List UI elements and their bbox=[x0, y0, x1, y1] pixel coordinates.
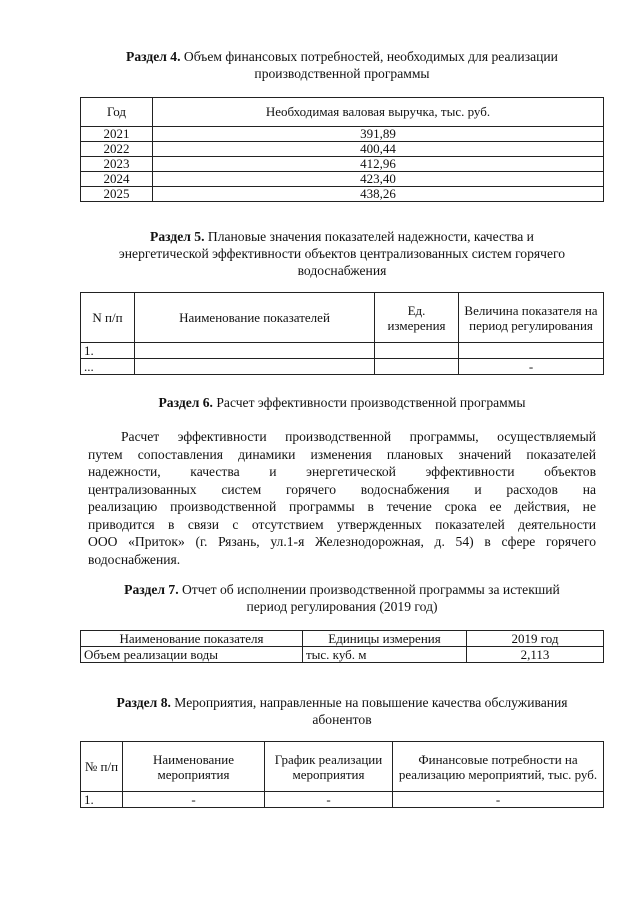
cell-indicator bbox=[135, 343, 375, 359]
cell-number: 1. bbox=[81, 343, 135, 359]
cell-revenue: 391,89 bbox=[153, 127, 604, 142]
cell-year: 2023 bbox=[81, 157, 153, 172]
table-header-row bbox=[81, 631, 604, 647]
col-header: № п/п bbox=[81, 742, 123, 792]
section-5-table bbox=[80, 292, 604, 375]
cell-indicator: Объем реализации воды bbox=[81, 647, 303, 663]
table-row bbox=[81, 343, 604, 359]
cell-year: 2024 bbox=[81, 172, 153, 187]
cell-number: ... bbox=[81, 359, 135, 375]
section-6-paragraph bbox=[88, 428, 596, 568]
paragraph-line: Расчет эффективности производственной программы, осуществляемый bbox=[121, 429, 596, 444]
section-8-title: Раздел 8. Мероприятия, направленные на повышение качества обслуживания абонентов bbox=[116, 695, 568, 727]
cell-value bbox=[459, 343, 604, 359]
col-header: Наименование мероприятия bbox=[123, 742, 265, 792]
section-8-table bbox=[80, 741, 604, 808]
col-header: Наименование показателя bbox=[81, 631, 303, 647]
table-header-row bbox=[81, 293, 604, 343]
section-4-table bbox=[80, 97, 604, 202]
cell-measure: - bbox=[123, 792, 265, 808]
table-row bbox=[81, 157, 604, 172]
col-header: N п/п bbox=[81, 293, 135, 343]
col-header: Наименование показателей bbox=[135, 293, 375, 343]
table-row bbox=[81, 127, 604, 142]
col-header: Величина показателя на период регулирования bbox=[459, 293, 604, 343]
cell-revenue: 423,40 bbox=[153, 172, 604, 187]
cell-year: 2025 bbox=[81, 187, 153, 202]
cell-year: 2022 bbox=[81, 142, 153, 157]
table-row bbox=[81, 142, 604, 157]
col-header: Финансовые потребности на реализацию мероприятий, тыс. руб. bbox=[393, 742, 604, 792]
cell-indicator bbox=[135, 359, 375, 375]
table-row bbox=[81, 187, 604, 202]
col-header: 2019 год bbox=[467, 631, 604, 647]
table-row bbox=[81, 359, 604, 375]
cell-unit: тыс. куб. м bbox=[303, 647, 467, 663]
col-header: График реализации мероприятия bbox=[265, 742, 393, 792]
paragraph-line: реализацию производственной программы в течение срока ее действия, не bbox=[88, 499, 596, 514]
paragraph-line: путем сопоставления динамики изменения плановых значений показателей bbox=[88, 446, 596, 462]
paragraph-line: централизованных систем горячего водоснабжения и расходов на bbox=[88, 481, 596, 497]
paragraph-line: водоснабжения. bbox=[88, 551, 181, 567]
section-7-table bbox=[80, 630, 604, 663]
table-header-row bbox=[81, 98, 604, 127]
col-header: Необходимая валовая выручка, тыс. руб. bbox=[153, 98, 604, 127]
cell-revenue: 412,96 bbox=[153, 157, 604, 172]
cell-unit bbox=[375, 343, 459, 359]
cell-value: 2,113 bbox=[467, 647, 604, 663]
section-6-title: Раздел 6. Расчет эффективности производственной программы bbox=[158, 395, 526, 410]
cell-financing: - bbox=[393, 792, 604, 808]
cell-number: 1. bbox=[81, 792, 123, 808]
cell-unit bbox=[375, 359, 459, 375]
col-header: Год bbox=[81, 98, 153, 127]
table-header-row bbox=[81, 742, 604, 792]
section-5-title: Раздел 5. Плановые значения показателей надежности, качества и энергетической эффективности объектов централизованных систем горячего водоснабжения bbox=[118, 229, 566, 278]
table-row bbox=[81, 172, 604, 187]
cell-revenue: 400,44 bbox=[153, 142, 604, 157]
cell-year: 2021 bbox=[81, 127, 153, 142]
col-header: Единицы измерения bbox=[303, 631, 467, 647]
section-7-title: Раздел 7. Отчет об исполнении производственной программы за истекший период регулирования (2019 год) bbox=[124, 582, 560, 614]
paragraph-line: ООО «Приток» (г. Рязань, ул.1-я Железнодорожная, д. 54) в сфере горячего bbox=[88, 534, 596, 549]
paragraph-line: надежности, качества и энергетической эффективности объектов bbox=[88, 464, 596, 479]
paragraph-line: приводится в связи с отсутствием утвержденных показателей деятельности bbox=[88, 516, 596, 532]
cell-schedule: - bbox=[265, 792, 393, 808]
cell-revenue: 438,26 bbox=[153, 187, 604, 202]
col-header: Ед. измерения bbox=[375, 293, 459, 343]
section-4-title: Раздел 4. Объем финансовых потребностей, необходимых для реализации производственной программы bbox=[126, 49, 558, 81]
table-row bbox=[81, 647, 604, 663]
table-row bbox=[81, 792, 604, 808]
cell-value: - bbox=[459, 359, 604, 375]
